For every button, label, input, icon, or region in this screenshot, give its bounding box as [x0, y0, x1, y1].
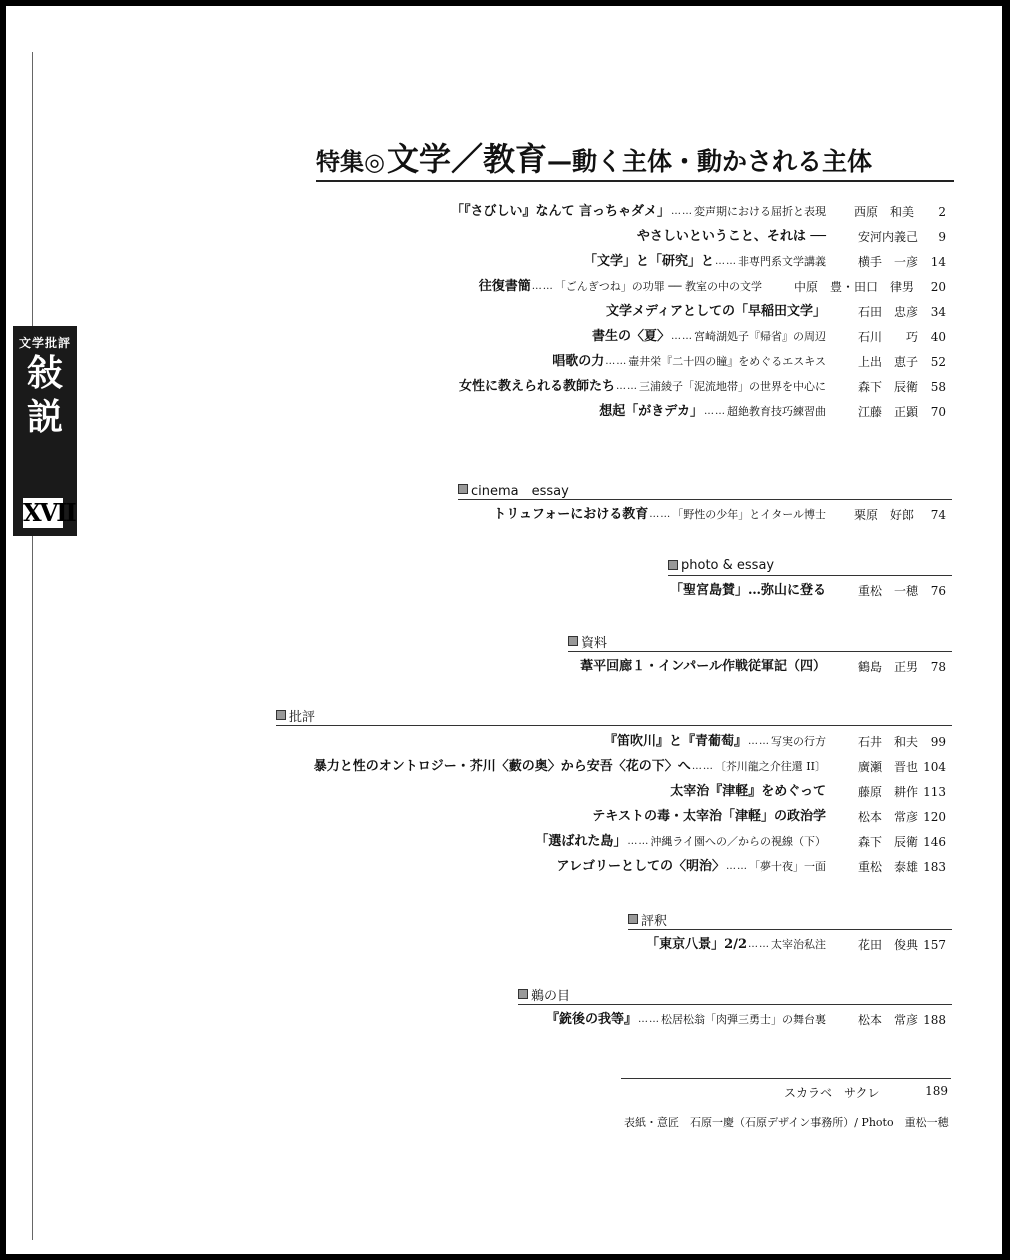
entry-page-number: 120 — [923, 810, 946, 824]
entry-subtitle: 写実の行方 — [771, 735, 826, 748]
section-rule — [628, 929, 952, 930]
toc-entry[interactable] — [493, 505, 826, 525]
entry-subtitle: 沖縄ライ園への／からの視線（下） — [650, 835, 826, 848]
entry-leader-dots: …… — [704, 406, 726, 417]
entry-page-number: 146 — [923, 835, 946, 849]
section-square-icon — [668, 560, 678, 570]
entry-title: 葦平回廊１・インパール作戦従軍記（四） — [580, 659, 826, 674]
entry-title: 太宰治『津軽』をめぐって — [670, 784, 826, 799]
section-square-icon — [568, 636, 578, 646]
entry-page-number: 99 — [930, 735, 946, 749]
toc-entry[interactable] — [670, 581, 826, 601]
toc-entry[interactable] — [314, 757, 826, 777]
entry-page-number: 40 — [930, 330, 946, 344]
toc-entry[interactable] — [592, 807, 826, 827]
entry-author: 藤原 耕作 — [858, 785, 919, 799]
entry-author: 花田 俊典 — [858, 938, 919, 952]
entry-title: 書生の〈夏〉 — [591, 329, 670, 344]
section-label: 評釈 — [641, 913, 668, 929]
entry-page-number: 2 — [938, 205, 946, 219]
entry-page-number: 74 — [930, 508, 946, 522]
entry-subtitle: 超絶教育技巧練習曲 — [727, 405, 826, 418]
section-heading-shiryo — [568, 632, 607, 650]
entry-page-number: 113 — [923, 785, 946, 799]
entry-author: 栗原 好郎 — [854, 508, 915, 522]
toc-entry[interactable] — [670, 782, 826, 802]
entry-leader-dots: …… — [616, 381, 638, 392]
entry-page-number: 58 — [930, 380, 946, 394]
entry-author: 重松 泰雄 — [858, 860, 919, 874]
entry-subtitle: 変声期における屈折と表現 — [694, 205, 826, 218]
section-rule — [668, 575, 952, 576]
toc-page — [6, 6, 1002, 1254]
entry-page-number: 70 — [930, 405, 946, 419]
entry-subtitle: 壷井栄『二十四の瞳』をめぐるエスキス — [628, 355, 826, 368]
section-heading-hyoshaku — [628, 910, 667, 928]
entry-page-number: 9 — [938, 230, 946, 244]
feature-mark: ◎ — [364, 148, 385, 176]
entry-author: 西原 和美 — [854, 205, 915, 219]
section-rule — [568, 651, 952, 652]
entry-author: 横手 一彦 — [858, 255, 919, 269]
toc-entry[interactable] — [459, 377, 826, 397]
entry-title: 唱歌の力 — [552, 354, 605, 369]
feature-title — [316, 134, 956, 180]
entry-subtitle: 宮崎湖処子『帰省』の周辺 — [694, 330, 826, 343]
entry-title: 「『さびしい』なんて 言っちゃダメ」 — [450, 204, 670, 219]
entry-subtitle: 太宰治私注 — [771, 938, 826, 951]
section-heading-toritome — [518, 985, 570, 1003]
toc-entry[interactable] — [604, 732, 826, 752]
entry-page-number: 78 — [930, 660, 946, 674]
entry-page-number: 34 — [930, 305, 946, 319]
entry-leader-dots: …… — [691, 761, 714, 772]
toc-entry[interactable] — [584, 252, 826, 272]
entry-title: やさしいということ、それは ── — [636, 229, 826, 244]
entry-author: 上出 恵子 — [858, 355, 919, 369]
entry-author: 鶴島 正男 — [858, 660, 919, 674]
toc-entry[interactable] — [637, 227, 826, 247]
entry-title: テキストの毒・太宰治「津軽」の政治学 — [592, 809, 826, 824]
entry-leader-dots: …… — [638, 1014, 660, 1025]
feature-prefix: 特集 — [316, 148, 364, 176]
entry-page-number: 188 — [923, 1013, 946, 1027]
toc-entry[interactable] — [546, 1010, 826, 1030]
entry-leader-dots: …… — [671, 331, 693, 342]
entry-title: 暴力と性のオントロジー・芥川〈藪の奥〉から安吾〈花の下〉へ — [313, 759, 691, 774]
entry-author: 石川 巧 — [858, 330, 919, 344]
entry-subtitle: 「夢十夜」一面 — [749, 860, 826, 873]
entry-page-number: 157 — [923, 938, 946, 952]
section-heading-cinema — [458, 480, 569, 498]
entry-page-number: 14 — [930, 255, 946, 269]
section-square-icon — [458, 484, 468, 494]
toc-entry[interactable] — [451, 202, 826, 222]
entry-title: 「文学」と「研究」と — [583, 254, 714, 269]
entry-page-number: 183 — [923, 860, 946, 874]
entry-page-number: 104 — [923, 760, 946, 774]
scarab-title: スカラベ サクレ — [784, 1086, 880, 1100]
title-rule — [316, 180, 954, 182]
spine-rule — [32, 52, 33, 1240]
section-square-icon — [518, 989, 528, 999]
entry-title: 女性に教えられる教師たち — [458, 379, 615, 394]
entry-author: 松本 常彦 — [858, 1013, 919, 1027]
feature-subtitle: —動く主体・動かされる主体 — [546, 147, 872, 176]
feature-main-title: 文学／教育 — [386, 140, 547, 178]
entry-author: 中原 豊・田口 律男 — [794, 280, 915, 294]
entry-subtitle: 「ごんぎつね」の功罪 ── 教室の中の文学 — [554, 280, 762, 293]
entry-title: 『銃後の我等』 — [545, 1012, 637, 1027]
section-rule — [458, 499, 952, 500]
volume-number: XVII — [23, 498, 75, 527]
entry-leader-dots: …… — [715, 256, 737, 267]
entry-leader-dots: …… — [649, 509, 672, 520]
entry-subtitle: 非専門系文学講義 — [738, 255, 826, 268]
section-label: cinema essay — [471, 483, 569, 499]
section-square-icon — [276, 710, 286, 720]
entry-leader-dots: …… — [671, 206, 693, 217]
journal-title-char-2: 説 — [26, 396, 63, 438]
toc-entry[interactable] — [599, 402, 826, 422]
entry-subtitle: 「野性の少年」とイタール博士 — [672, 508, 826, 521]
entry-page-number: 20 — [930, 280, 946, 294]
section-rule — [518, 1004, 952, 1005]
section-label: 鵜の目 — [531, 988, 571, 1004]
entry-author: 松本 常彦 — [858, 810, 919, 824]
entry-subtitle: 三浦綾子「泥流地帯」の世界を中心に — [639, 380, 826, 393]
entry-author: 安河内義己 — [858, 230, 919, 244]
journal-title-char-1: 敍 — [26, 352, 63, 394]
section-square-icon — [628, 914, 638, 924]
entry-leader-dots: …… — [748, 736, 770, 747]
entry-title: 「選ばれた島」 — [535, 834, 627, 849]
journal-spine-label — [13, 326, 77, 536]
series-name: 文学批評 — [18, 336, 71, 350]
entry-subtitle: 〔芥川龍之介往還 II〕 — [714, 760, 826, 773]
section-rule — [276, 725, 952, 726]
section-label: photo & essay — [681, 557, 775, 573]
entry-title: 『笛吹川』と『青葡萄』 — [603, 734, 747, 749]
scarab-page: 189 — [925, 1084, 948, 1098]
cover-credit: 表紙・意匠 石原一慶（石原デザイン事務所）/ Photo 重松一穂 — [624, 1116, 949, 1129]
entry-title: 「聖宮島賛」…弥山に登る — [669, 583, 826, 598]
toc-entry[interactable] — [606, 302, 826, 322]
entry-leader-dots: …… — [726, 861, 748, 872]
entry-author: 森下 辰衛 — [858, 380, 919, 394]
entry-title: トリュフォーにおける教育 — [493, 507, 649, 522]
toc-entry[interactable] — [580, 657, 826, 677]
entry-title: 想起「がきデカ」 — [599, 404, 703, 419]
toc-entry[interactable] — [552, 352, 826, 372]
toc-entry[interactable] — [557, 857, 826, 877]
entry-title: アレゴリーとしての〈明治〉 — [556, 859, 725, 874]
section-label: 批評 — [289, 709, 316, 725]
entry-title: 「東京八景」2/2 — [646, 937, 747, 952]
entry-title: 文学メディアとしての「早稲田文学」 — [606, 304, 826, 319]
entry-author: 森下 辰衛 — [858, 835, 919, 849]
entry-author: 江藤 正顕 — [858, 405, 919, 419]
entry-leader-dots: …… — [748, 939, 770, 950]
section-label: 資料 — [581, 635, 608, 651]
entry-leader-dots: …… — [627, 836, 650, 847]
section-heading-photo — [668, 556, 774, 574]
entry-author: 石田 忠彦 — [858, 305, 919, 319]
entry-author: 重松 一穂 — [858, 584, 919, 598]
entry-subtitle: 松居松翁「肉弾三勇士」の舞台裏 — [661, 1013, 826, 1026]
entry-page-number: 52 — [930, 355, 946, 369]
section-heading-hihyo — [276, 706, 315, 724]
footer-rule-top — [621, 1078, 951, 1079]
toc-entry[interactable] — [646, 935, 826, 955]
toc-entry[interactable] — [592, 327, 826, 347]
entry-author: 石井 和夫 — [858, 735, 919, 749]
entry-author: 廣瀬 晋也 — [858, 760, 919, 774]
toc-entry[interactable] — [535, 832, 826, 852]
toc-entry[interactable] — [479, 277, 762, 297]
entry-leader-dots: …… — [531, 281, 554, 292]
entry-page-number: 76 — [930, 584, 946, 598]
entry-leader-dots: …… — [605, 356, 628, 367]
entry-title: 往復書簡 — [478, 279, 531, 294]
